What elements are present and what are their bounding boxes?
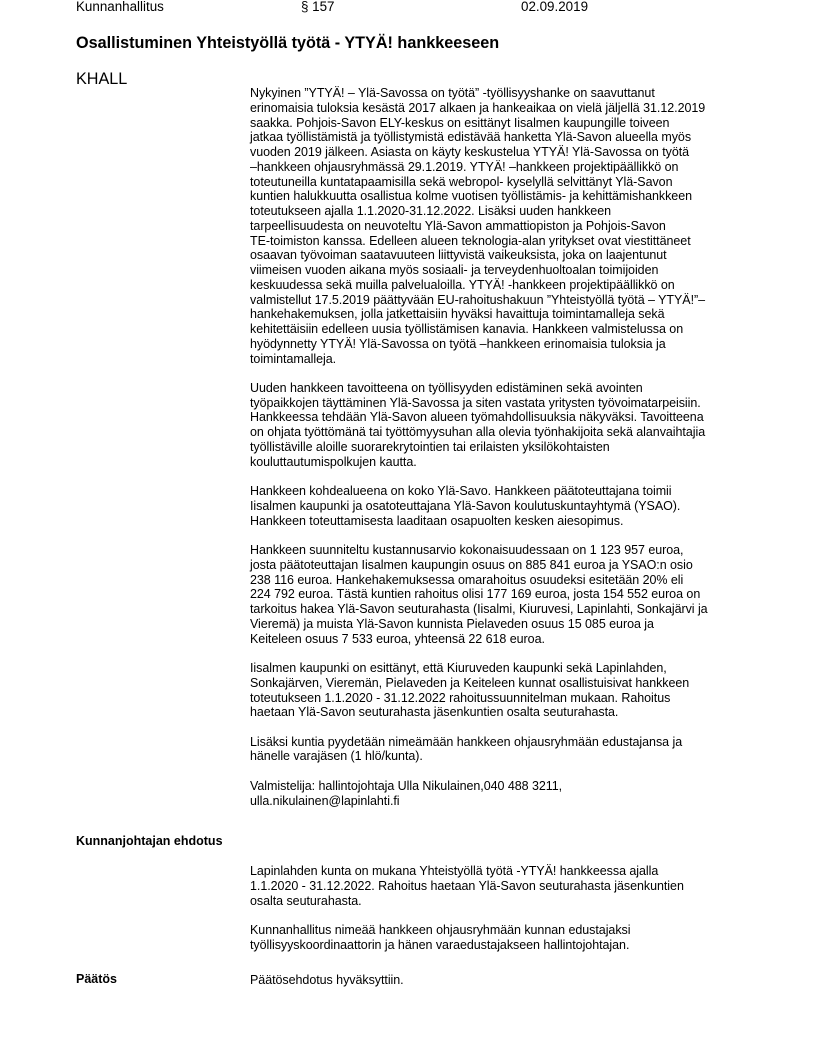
header-section: § 157 bbox=[301, 0, 335, 14]
text-line: osaavan työvoiman saatavuuteen liittyvistä vaikeuksista, joka on laajentunut bbox=[250, 248, 667, 263]
text-line: –hankkeen ohjausryhmässä 29.1.2019. YTYÄ! –hankkeen projektipäällikkö on bbox=[250, 159, 679, 174]
text-line: ulla.nikulainen@lapinlahti.fi bbox=[250, 793, 400, 808]
paragraph bbox=[250, 381, 750, 470]
page-title: Osallistuminen Yhteistyöllä työtä - YTYÄ! hankkeeseen bbox=[76, 34, 500, 52]
paragraph bbox=[250, 543, 750, 646]
text-line: Päätösehdotus hyväksyttiin. bbox=[250, 973, 404, 987]
ehdotus-text bbox=[250, 864, 750, 952]
text-line: hankehakemuksen, jolla jatkettaisiin hyväksi havaittuja toimintamalleja sekä bbox=[250, 307, 665, 322]
paragraph bbox=[250, 484, 750, 528]
text-line: Hankkeessa tehdään Ylä-Savon alueen työmahdollisuuksia näkyväksi. Tavoitteena bbox=[250, 410, 704, 425]
text-line: on ohjata työttömänä tai työttömyysuhan alla olevia työnhakijoita sekä alanvaihtajia bbox=[250, 425, 706, 440]
text-line: Valmistelija: hallintojohtaja Ulla Nikulainen,040 488 3211, bbox=[250, 778, 563, 793]
header-body: Kunnanhallitus bbox=[76, 0, 164, 14]
text-line: keskuudessa sekä muilla palvelualoilla. YTYÄ! -hankkeen projektipäällikkö on bbox=[250, 277, 675, 292]
paragraph bbox=[250, 779, 750, 809]
text-line: toimintamalleja. bbox=[250, 351, 337, 366]
text-line: erinomaisia tuloksia kesästä 2017 alkaen ja hankeaikaa on vielä jäljellä 31.12.2019 bbox=[250, 100, 706, 115]
text-line: viimeisen vuoden aikana myös sosiaali- ja terveydenhuoltoalan toimijoiden bbox=[250, 263, 659, 277]
section-prefix: KHALL bbox=[76, 70, 128, 88]
text-line: toteutukseen ajalla 1.1.2020-31.12.2022. Lisäksi uuden hankkeen bbox=[250, 204, 612, 218]
paatos-label: Päätös bbox=[76, 972, 117, 986]
paatos-text bbox=[250, 973, 750, 988]
text-line: haetaan Ylä-Savon seuturahasta jäsenkuntien osalta seuturahasta. bbox=[250, 705, 619, 720]
text-line: Keiteleen osuus 7 533 euroa, yhteensä 22 618 euroa. bbox=[250, 631, 545, 646]
text-line: 224 792 euroa. Tästä kuntien rahoitus olisi 177 169 euroa, josta 154 552 euroa on bbox=[250, 587, 701, 602]
paragraph bbox=[250, 661, 750, 720]
text-line: Iisalmen kaupunki ja osatoteuttajana Ylä-Savon koulutuskuntayhtymä (YSAO). bbox=[250, 498, 681, 513]
text-line: TE-toimiston kanssa. Edelleen alueen teknologia-alan yritykset ovat viestittäneet bbox=[250, 233, 691, 248]
text-line: saakka. Pohjois-Savon ELY-keskus on esittänyt Iisalmen kaupungille toiveen bbox=[250, 115, 670, 130]
text-line: josta päätoteuttajan Iisalmen kaupungin osuus on 885 841 euroa ja YSAO:n osio bbox=[250, 557, 693, 572]
ehdotus-label: Kunnanjohtajan ehdotus bbox=[76, 834, 223, 848]
text-line: Nykyinen ”YTYÄ! – Ylä-Savossa on työtä” -työllisyyshanke on saavuttanut bbox=[250, 86, 655, 100]
text-line: tarkoitus hakea Ylä-Savon seuturahasta (Iisalmi, Kiuruvesi, Lapinlahti, Sonkajärvi ja bbox=[250, 602, 708, 617]
paragraph bbox=[250, 973, 750, 988]
text-line: Hankkeen suunniteltu kustannusarvio kokonaisuudessaan on 1 123 957 euroa, bbox=[250, 543, 684, 558]
text-line: työllistäville aloille suorarekrytointien tai erilaisten yksilökohtaisten bbox=[250, 439, 610, 454]
text-line: toteutuneilla kuntatapaamisilla sekä webropol- kyselyllä selvittänyt Ylä-Savon bbox=[250, 174, 673, 189]
text-line: Lapinlahden kunta on mukana Yhteistyöllä työtä -YTYÄ! hankkeessa ajalla bbox=[250, 864, 659, 878]
header-date: 02.09.2019 bbox=[521, 0, 589, 14]
text-line: vuoden 2019 jälkeen. Asiasta on käyty keskustelua YTYÄ! Ylä-Savossa on työtä bbox=[250, 145, 690, 159]
text-line: kouluttautumispolkujen kautta. bbox=[250, 454, 417, 469]
text-line: Kunnanhallitus nimeää hankkeen ohjausryhmään kunnan edustajaksi bbox=[250, 922, 631, 937]
main-text bbox=[250, 86, 750, 808]
text-line: hänelle varajäsen (1 hlö/kunta). bbox=[250, 749, 423, 764]
text-line: kehitettäisiin edelleen uusia työllistämisen kanavia. Hankkeen valmistelussa on bbox=[250, 322, 684, 336]
text-line: kuntien halukkuutta osallistua kolme vuotisen työllistämis- ja kehittämishankkeen bbox=[250, 189, 693, 204]
text-line: Lisäksi kuntia pyydetään nimeämään hankkeen ohjausryhmään edustajansa ja bbox=[250, 734, 683, 749]
text-line: valmistellut 17.5.2019 päättyvään EU-rahoitushakuun ”Yhteistyöllä työtä – YTYÄ!”– bbox=[250, 292, 706, 307]
paragraph bbox=[250, 923, 750, 953]
text-line: Hankkeen kohdealueena on koko Ylä-Savo. Hankkeen päätoteuttajana toimii bbox=[250, 484, 672, 499]
text-line: toteutukseen 1.1.2020 - 31.12.2022 rahoitussuunnitelman mukaan. Rahoitus bbox=[250, 690, 671, 705]
text-line: jatkaa työllistämistä ja työllistymistä edistävää hanketta Ylä-Savon alueella myös bbox=[250, 130, 692, 145]
text-line: Iisalmen kaupunki on esittänyt, että Kiuruveden kaupunki sekä Lapinlahden, bbox=[250, 661, 667, 675]
text-line: työpaikkojen täyttäminen Ylä-Savossa ja siten vastata yritysten työvoimatarpeisiin. bbox=[250, 395, 701, 410]
text-line: 238 116 euroa. Hankehakemuksessa omarahoitus osuudeksi esitetään 20% eli bbox=[250, 572, 684, 587]
text-line: tarpeellisuudesta on neuvoteltu Ylä-Savon ammattiopiston ja Pohjois-Savon bbox=[250, 218, 666, 233]
text-line: Sonkajärven, Vieremän, Pielaveden ja Keiteleen kunnat osallistuisivat hankkeen bbox=[250, 675, 690, 690]
paragraph bbox=[250, 86, 750, 366]
paragraph bbox=[250, 735, 750, 765]
text-line: Hankkeen toteuttamisesta laaditaan osapuolten kesken aiesopimus. bbox=[250, 513, 624, 528]
text-line: Vieremä) ja muista Ylä-Savon kunnista Pielaveden osuus 15 085 euroa ja bbox=[250, 616, 654, 631]
text-line: Uuden hankkeen tavoitteena on työllisyyden edistäminen sekä avointen bbox=[250, 380, 643, 395]
paragraph bbox=[250, 864, 750, 908]
text-line: työllisyyskoordinaattorin ja hänen varaedustajakseen hallintojohtajan. bbox=[250, 937, 630, 952]
text-line: 1.1.2020 - 31.12.2022. Rahoitus haetaan Ylä-Savon seuturahasta jäsenkuntien bbox=[250, 878, 684, 893]
text-line: osalta seuturahasta. bbox=[250, 893, 362, 908]
text-line: hyödynnetty YTYÄ! Ylä-Savossa on työtä –hankkeen erinomaisia tuloksia ja bbox=[250, 336, 666, 351]
